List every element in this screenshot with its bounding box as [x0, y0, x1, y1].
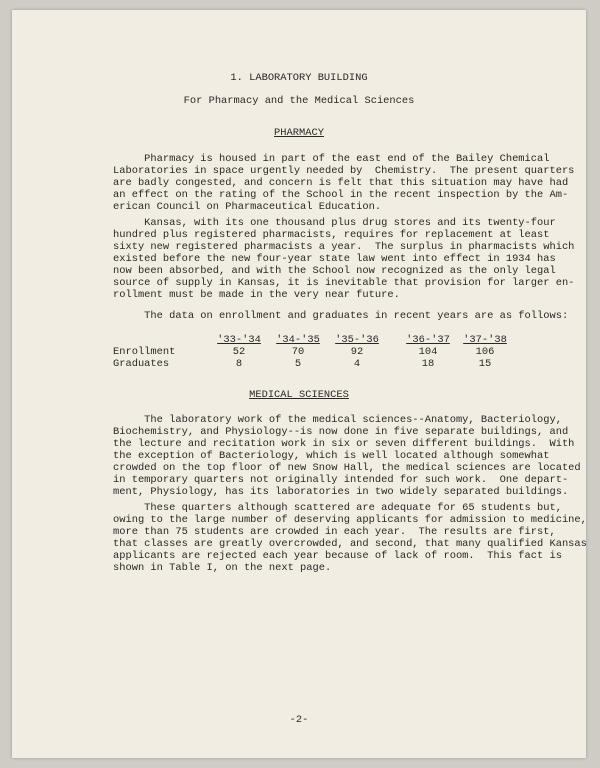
- document-page: [12, 10, 586, 758]
- text-line: the lecture and recitation work in six or seven different buildings. With: [113, 438, 575, 450]
- column-header: '35-'36: [335, 334, 379, 346]
- table-cell: 104: [418, 346, 438, 358]
- pharmacy-paragraph-1: [113, 153, 575, 213]
- text-line: Pharmacy is housed in part of the east end of the Bailey Chemical: [113, 153, 550, 165]
- text-line: the exception of Bacteriology, which is well located although somewhat: [113, 450, 550, 462]
- page-number: -2-: [289, 714, 309, 726]
- pharmacy-heading: PHARMACY: [274, 127, 324, 139]
- text-line: an effect on the rating of the School in the recent inspection by the Am-: [113, 189, 569, 201]
- table-cell: 92: [350, 346, 364, 358]
- medical-sciences-heading: MEDICAL SCIENCES: [249, 389, 349, 401]
- text-line: The laboratory work of the medical sciences--Anatomy, Bacteriology,: [113, 414, 562, 426]
- table-cell: 8: [235, 358, 243, 370]
- text-line: ment, Physiology, has its laboratories in two widely separated buildings.: [113, 486, 569, 498]
- medical-paragraph-1: [113, 414, 581, 498]
- text-line: These quarters although scattered are adequate for 65 students but,: [113, 502, 562, 514]
- pharmacy-paragraph-2: [113, 217, 575, 301]
- column-header: '33-'34: [217, 334, 261, 346]
- column-header: '36-'37: [406, 334, 450, 346]
- text-line: applicants are rejected each year because of lack of room. This fact is: [113, 550, 562, 562]
- text-line: existed before the new four-year state law went into effect in 1934 has: [113, 253, 556, 265]
- text-line: source of supply in Kansas, it is inevitable that provision for larger en-: [113, 277, 575, 289]
- column-header: '34-'35: [276, 334, 320, 346]
- text-line: crowded on the top floor of new Snow Hall, the medical sciences are located: [113, 462, 581, 474]
- section-title: 1. LABORATORY BUILDING: [230, 72, 368, 84]
- text-line: more than 75 students are crowded in each year. The results are first,: [113, 526, 556, 538]
- column-header: '37-'38: [463, 334, 507, 346]
- section-subtitle: For Pharmacy and the Medical Sciences: [183, 95, 415, 107]
- table-cell: 4: [353, 358, 361, 370]
- text-line: rollment must be made in the very near future.: [113, 289, 400, 301]
- text-line: now been absorbed, and with the School now recognized as the only legal: [113, 265, 556, 277]
- text-line: Biochemistry, and Physiology--is now done in five separate buildings, and: [113, 426, 569, 438]
- text-line: erican Council on Pharmaceutical Education.: [113, 201, 382, 213]
- text-line: in temporary quarters not originally intended for such work. One depart-: [113, 474, 569, 486]
- text-line: shown in Table I, on the next page.: [113, 562, 332, 574]
- text-line: owing to the large number of deserving applicants for admission to medicine,: [113, 514, 587, 526]
- text-line: that classes are greatly overcrowded, and second, that many qualified Kansas: [113, 538, 587, 550]
- text-line: are badly congested, and concern is felt that this situation may have had: [113, 177, 569, 189]
- table-intro: The data on enrollment and graduates in recent years are as follows:: [113, 310, 569, 322]
- table-cell: 5: [294, 358, 302, 370]
- medical-paragraph-2: [113, 502, 587, 574]
- table-cell: 52: [232, 346, 246, 358]
- text-line: sixty new registered pharmacists a year. The surplus in pharmacists which: [113, 241, 575, 253]
- row-label-graduates: Graduates: [113, 358, 170, 370]
- row-label-enrollment: Enrollment: [113, 346, 176, 358]
- table-cell: 70: [291, 346, 305, 358]
- table-cell: 106: [475, 346, 495, 358]
- text-line: hundred plus registered pharmacists, requires for replacement at least: [113, 229, 550, 241]
- text-line: Kansas, with its one thousand plus drug stores and its twenty-four: [113, 217, 556, 229]
- table-cell: 15: [478, 358, 492, 370]
- text-line: Laboratories in space urgently needed by Chemistry. The present quarters: [113, 165, 575, 177]
- table-cell: 18: [421, 358, 435, 370]
